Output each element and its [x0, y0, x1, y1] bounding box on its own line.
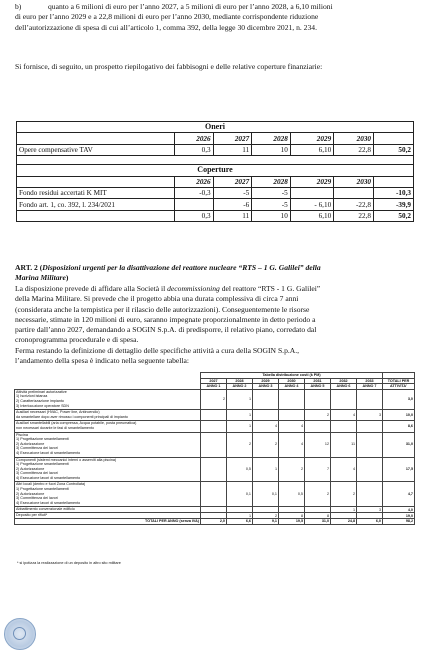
value-cell: [357, 482, 383, 507]
anno-header: ANNO 4: [279, 384, 305, 390]
footnote: * si ipotizza la realizzazione di un deposito in altro sito militare: [17, 561, 121, 565]
value-cell: -22,8: [334, 199, 374, 210]
value-cell: 24,8: [331, 519, 357, 525]
art2-heading: ART. 2 (Disposizioni urgenti per la disattivazione del reattore nucleare “RTS – 1 G. Galilei” della Marina Militare): [15, 263, 321, 283]
cost-distribution-table: [14, 372, 415, 525]
anno-header: ANNO 2: [227, 384, 253, 390]
value-cell: [331, 421, 357, 432]
value-cell: 1: [227, 389, 253, 409]
activity-line: 4) Esecuzione lavori di smantellamento: [16, 475, 81, 480]
activity-line: Ausiliari smantellabili (aria compressa, Acqua potabile, posta pneumatica): [16, 421, 137, 426]
total-cell: -39,9: [374, 199, 414, 210]
value-cell: 4: [279, 421, 305, 432]
total-cell: 10,0: [383, 410, 415, 421]
value-cell: [201, 432, 227, 457]
total-cell: 4,7: [383, 482, 415, 507]
oneri-title-row: [17, 122, 414, 133]
value-cell: 2: [331, 482, 357, 507]
oneri-row: [17, 144, 414, 155]
activity-line: 1) Progettazione smantellamenti: [16, 462, 69, 467]
cost-row: [15, 410, 415, 421]
activity-line: non necessari durante le fasi di smantellamento: [16, 425, 95, 430]
year-header: 2030: [279, 378, 305, 384]
value-cell: 2: [253, 513, 279, 519]
intro-marker: b): [15, 2, 22, 11]
oneri-title: Oneri: [17, 122, 414, 133]
year-header: 2029: [253, 378, 279, 384]
value-cell: 0,5: [227, 457, 253, 482]
total-cell: 50,2: [374, 144, 414, 155]
activity-line: 4) Esecuzione lavori di smantellamento: [16, 450, 81, 455]
coperture-total-row: [17, 210, 414, 221]
value-cell: -5: [252, 199, 291, 210]
value-cell: 11: [213, 210, 252, 221]
value-cell: [357, 421, 383, 432]
value-cell: 0,3: [175, 210, 214, 221]
art2-paragraph-1: La disposizione prevede di affidare alla Società il decommissioning del reattore “RTS - 1 G. Galilei” della Marina Militare. Si prevede che il progetto abbia una durata complessiva di circa 7 anni (considerata anche la tempistica per il rilascio delle autorizzazioni). Conseguentemente le risorse necessarie, stimate in 120 milioni di euro, saranno impegnate proporzionalmente in detto periodo a partire dall’anno 2027, demandando a SOGIN S.p.A. di predisporre, il relativo piano, corredato dal cronoprogramma procedurale e di spesa.: [15, 284, 321, 345]
value-cell: 1: [331, 507, 357, 513]
activity-label: [15, 389, 201, 409]
value-cell: 2: [305, 482, 331, 507]
activity-line: 3) Committenza dei lavori: [16, 471, 58, 476]
activity-line: 2) Caratterizzazione impianto: [16, 398, 64, 403]
total-cell: 50,2: [374, 210, 414, 221]
cost-distribution-body: [15, 373, 415, 525]
cost-row: [15, 482, 415, 507]
activity-line: Altri locali (dentro e fuori Zona Controllata): [16, 482, 86, 487]
total-cell: 31,0: [383, 432, 415, 457]
activity-label: [15, 482, 201, 507]
value-cell: 3: [357, 410, 383, 421]
activity-line: Deposito per rifiuti*: [16, 513, 48, 518]
spacer-row: [17, 156, 414, 165]
year-header: 2032: [331, 378, 357, 384]
cost-row: [15, 421, 415, 432]
year-header: 2033: [357, 378, 383, 384]
value-cell: [279, 389, 305, 409]
value-cell: 1: [227, 513, 253, 519]
grand-total: 98,2: [383, 519, 415, 525]
value-cell: 4: [331, 410, 357, 421]
activity-line: 1) Progettazione smantellamenti: [16, 437, 69, 442]
activity-line: 1) Iscrizioni istanza: [16, 394, 48, 399]
total-header: TOTALI PER: [383, 378, 415, 384]
value-cell: [357, 457, 383, 482]
activity-line: da smantellare dopo aver rimosso i componenti principali di impianto: [16, 414, 128, 419]
anno-header: ANNO 1: [201, 384, 227, 390]
value-cell: 1: [253, 457, 279, 482]
value-cell: 3: [357, 507, 383, 513]
row-label: Fondo art. 1, co. 392, l. 234/2021: [17, 199, 175, 210]
year-header: 2026: [175, 176, 214, 187]
cost-row: [15, 432, 415, 457]
activity-label: [15, 432, 201, 457]
year-header: 2030: [334, 133, 374, 144]
value-cell: 22,8: [334, 144, 374, 155]
value-cell: 4: [253, 421, 279, 432]
value-cell: [201, 457, 227, 482]
year-header: 2028: [227, 378, 253, 384]
coperture-row: [17, 187, 414, 198]
empty-cell: [15, 373, 201, 390]
value-cell: 0,1: [227, 482, 253, 507]
oneri-years-row: [17, 133, 414, 144]
value-cell: [175, 199, 214, 210]
coperture-title: Coperture: [17, 165, 414, 176]
value-cell: 4: [331, 457, 357, 482]
activity-label: [15, 457, 201, 482]
year-header: 2027: [213, 176, 252, 187]
year-header: 2029: [290, 176, 333, 187]
value-cell: [201, 421, 227, 432]
summary-table-body: [17, 122, 414, 222]
empty-cell: [17, 176, 175, 187]
value-cell: [279, 410, 305, 421]
activity-line: 2) Autorizzazione: [16, 491, 45, 496]
value-cell: -0,3: [175, 187, 214, 198]
summary-table: [16, 121, 414, 222]
cost-totals-row: [15, 519, 415, 525]
activity-line: 2) Autorizzazione: [16, 466, 45, 471]
value-cell: 2: [279, 457, 305, 482]
intro-line-3: dell’autorizzazione di spesa di cui all’articolo 1, comma 392, della legge 30 dicembre 2021, n. 234.: [15, 22, 317, 32]
value-cell: [357, 432, 383, 457]
year-header: 2028: [252, 133, 291, 144]
activity-line: 3) Interlocuzione operatore SDN: [16, 403, 69, 408]
year-header: 2031: [305, 378, 331, 384]
total-header: ATTIVITA': [383, 384, 415, 390]
total-cell: 3,0: [383, 389, 415, 409]
year-header: 2026: [175, 133, 214, 144]
empty-cell: [374, 133, 414, 144]
activity-label: [15, 410, 201, 421]
anno-header: ANNO 7: [357, 384, 383, 390]
value-cell: 6,10: [290, 210, 333, 221]
activity-line: 1) Progettazione smantellamenti: [16, 487, 69, 492]
empty-cell: [17, 210, 175, 221]
value-cell: 7: [305, 457, 331, 482]
cost-table-title: Tabella distribuzione costi (k PM): [201, 373, 383, 379]
value-cell: 2: [201, 389, 227, 409]
anno-header: ANNO 6: [331, 384, 357, 390]
value-cell: -6: [213, 199, 252, 210]
activity-line: 3) Committenza dei lavori: [16, 446, 58, 451]
value-cell: [305, 421, 331, 432]
value-cell: [201, 482, 227, 507]
value-cell: 0,3: [175, 144, 214, 155]
value-cell: 1: [227, 421, 253, 432]
row-label: Fondo residui accertati K MIT: [17, 187, 175, 198]
value-cell: [253, 389, 279, 409]
anno-header: ANNO 5: [305, 384, 331, 390]
year-header: 2029: [290, 133, 333, 144]
total-cell: 8,6: [383, 421, 415, 432]
intro-line-1: b) quanto a 6 milioni di euro per l’anno 2027, a 5 milioni di euro per l’anno 2028, a 6,10 milioni: [15, 2, 333, 11]
year-header: 2028: [252, 176, 291, 187]
cost-row: [15, 389, 415, 409]
activity-line: 3) Committenza dei lavori: [16, 496, 58, 501]
value-cell: 11: [213, 144, 252, 155]
coperture-years-row: [17, 176, 414, 187]
activity-line: 4) Esecuzione lavori di smantellamento: [16, 500, 81, 505]
value-cell: [290, 187, 333, 198]
value-cell: 11: [331, 432, 357, 457]
intro-paragraph: [15, 2, 415, 33]
anno-header: ANNO 3: [253, 384, 279, 390]
value-cell: -5: [252, 187, 291, 198]
activity-line: 2) Autorizzazione: [16, 441, 45, 446]
value-cell: [305, 389, 331, 409]
activity-line: Piscina: [16, 432, 28, 437]
value-cell: 31,0: [305, 519, 331, 525]
total-cell: 4,0: [383, 507, 415, 513]
year-header: 2027: [213, 133, 252, 144]
value-cell: [357, 389, 383, 409]
value-cell: [253, 410, 279, 421]
value-cell: [201, 410, 227, 421]
empty-cell: [17, 133, 175, 144]
value-cell: 2: [305, 410, 331, 421]
official-seal: [4, 618, 36, 650]
value-cell: -5: [213, 187, 252, 198]
empty-cell: [374, 176, 414, 187]
value-cell: 2,0: [201, 519, 227, 525]
value-cell: 4: [279, 432, 305, 457]
activity-line: Attività preliminari autorizzative: [16, 389, 67, 394]
value-cell: 6,10: [290, 144, 333, 155]
year-header: 2027: [201, 378, 227, 384]
value-cell: [334, 187, 374, 198]
activity-label: [15, 421, 201, 432]
value-cell: 1: [227, 410, 253, 421]
value-cell: 0,1: [253, 482, 279, 507]
value-cell: [331, 389, 357, 409]
value-cell: 2: [227, 432, 253, 457]
value-cell: 9,1: [253, 519, 279, 525]
value-cell: 8: [279, 513, 305, 519]
intro-line-2: di euro per l’anno 2029 e a 22,8 milioni di euro per l’anno 2030, mediante corrispondente riduzione: [15, 12, 319, 22]
value-cell: 19,5: [279, 519, 305, 525]
value-cell: 6,0: [357, 519, 383, 525]
total-cell: 19,0: [383, 513, 415, 519]
value-cell: 22,8: [334, 210, 374, 221]
value-cell: 10: [252, 210, 291, 221]
value-cell: 10: [252, 144, 291, 155]
totals-label: TOTALI PER ANNO (senza IVA): [15, 519, 201, 525]
summary-sentence: Si fornisce, di seguito, un prospetto riepilogativo dei fabbisogni e delle relative coperture finanziarie:: [15, 62, 323, 71]
value-cell: 12: [305, 432, 331, 457]
value-cell: 0,5: [279, 482, 305, 507]
art2-paragraph-2: Ferma restando la definizione di dettaglio delle specifiche attività a cura della SOGIN S.p.A., l’andamento della spesa è indicato nella seguente tabella:: [15, 346, 300, 366]
activity-line: Abbattimento convenzionale edificio: [16, 507, 75, 512]
cost-row: [15, 457, 415, 482]
coperture-row: [17, 199, 414, 210]
value-cell: 6,6: [227, 519, 253, 525]
value-cell: - 6,10: [290, 199, 333, 210]
coperture-title-row: [17, 165, 414, 176]
value-cell: 8: [305, 513, 331, 519]
spacer-cell: [17, 156, 414, 165]
activity-line: Ausiliari necessari (HVAC, Power line, Antincendio): [16, 410, 100, 415]
value-cell: 2: [253, 432, 279, 457]
total-cell: 17,5: [383, 457, 415, 482]
activity-line: Componenti (sistemi meccanici interni o asserviti alla piscina): [16, 457, 117, 462]
row-label: Opere compensative TAV: [17, 144, 175, 155]
year-header: 2030: [334, 176, 374, 187]
total-cell: -10,3: [374, 187, 414, 198]
